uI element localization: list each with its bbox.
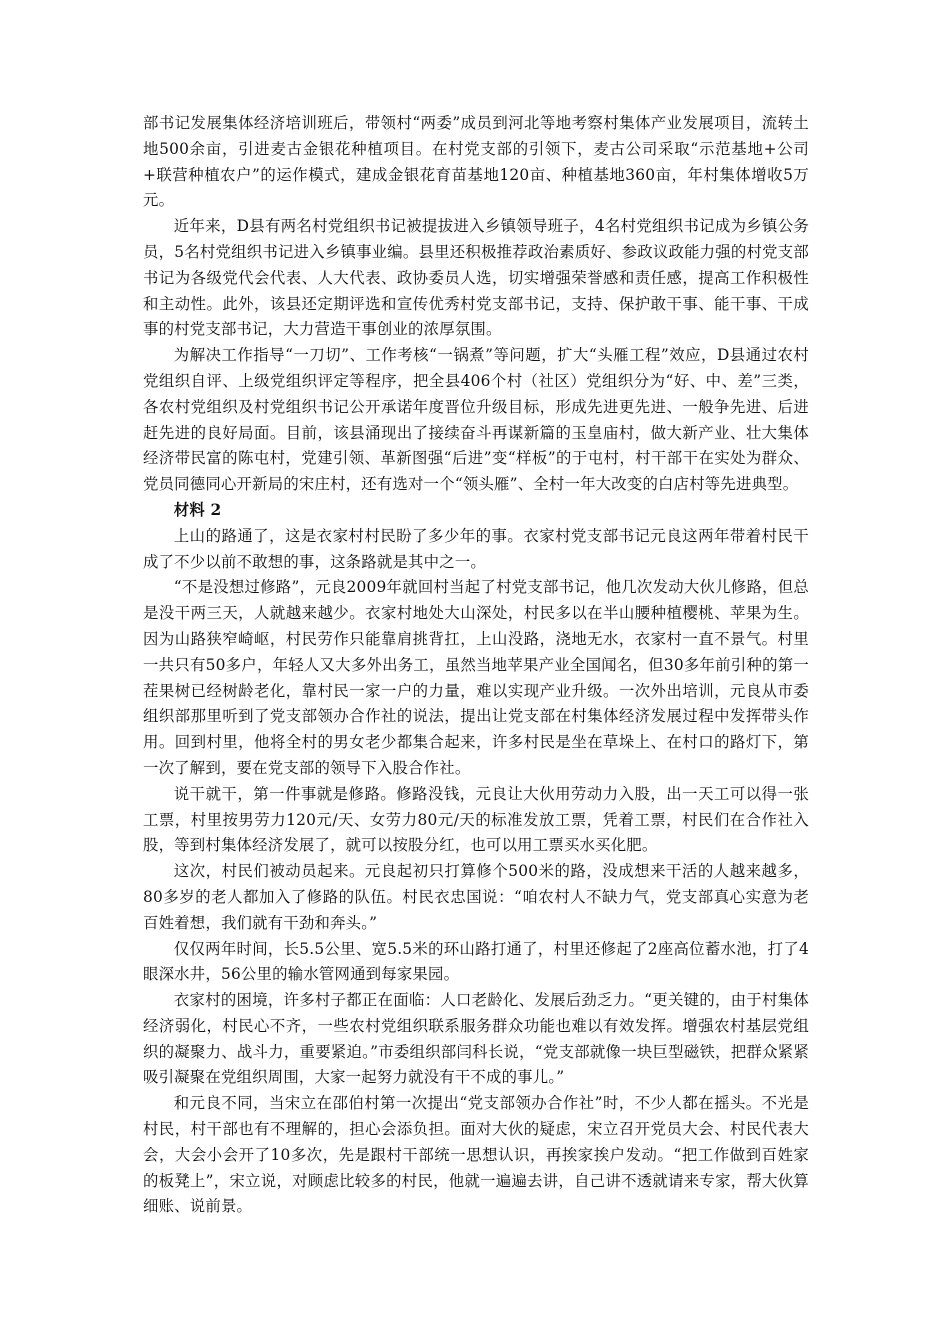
paragraph: 说干就干，第一件事就是修路。修路没钱，元良让大伙用劳动力入股，出一天工可以得一张工票，村里按男劳力120元/天、女劳力80元/天的标准发放工票，凭着工票，村民们在合作社入股，等到村集体经济发展了，就可以按股分红，也可以用工票买水买化肥。 (143, 784, 809, 855)
paragraph: 仅仅两年时间，长5.5公里、宽5.5米的环山路打通了，村里还修起了2座高位蓄水池，打了4眼深水井，56公里的输水管网通到每家果园。 (143, 939, 809, 984)
paragraph: 近年来，D县有两名村党组织书记被提拔进入乡镇领导班子，4名村党组织书记成为乡镇公务员，5名村党组织书记进入乡镇事业编。县里还积极推荐政治素质好、参政议政能力强的村党支部书记为各级党代会代表、人大代表、政协委员人选，切实增强荣誉感和责任感，提高工作积极性和主动性。此外，该县还定期评选和宣传优秀村党支部书记，支持、保护敢干事、能干事、干成事的村党支部书记，大力营造干事创业的浓厚氛围。 (143, 217, 809, 339)
paragraph: 上山的路通了，这是衣家村村民盼了多少年的事。衣家村党支部书记元良这两年带着村民干成了不少以前不敢想的事，这条路就是其中之一。 (143, 526, 809, 571)
paragraph: 衣家村的困境，许多村子都正在面临：人口老龄化、发展后劲乏力。“更关键的，由于村集体经济弱化，村民心不齐，一些农村党组织联系服务群众功能也难以有效发挥。增强农村基层党组织的凝聚力、战斗力，重要紧迫。”市委组织部闫科长说，“党支部就像一块巨型磁铁，把群众紧紧吸引凝聚在党组织周围，大家一起努力就没有干不成的事儿。” (143, 991, 809, 1087)
paragraph: 和元良不同，当宋立在邵伯村第一次提出“党支部领办合作社”时，不少人都在摇头。不光是村民，村干部也有不理解的，担心会添负担。面对大伙的疑虑，宋立召开党员大会、村民代表大会，大会小会开了10多次，先是跟村干部统一思想认识，再挨家挨户发动。“把工作做到百姓家的板凳上”，宋立说，对顾虑比较多的村民，他就一遍遍去讲，自己讲不透就请来专家，帮大伙算细账、说前景。 (143, 1094, 809, 1216)
paragraph: 这次，村民们被动员起来。元良起初只打算修个500米的路，没成想来干活的人越来越多，80多岁的老人都加入了修路的队伍。村民衣忠国说：“咱农村人不缺力气，党支部真心实意为老百姓着想，我们就有干劲和奔头。” (143, 862, 809, 932)
document-body (143, 111, 809, 1220)
paragraph: 为解决工作指导“一刀切”、工作考核“一锅煮”等问题，扩大“头雁工程”效应，D县通过农村党组织自评、上级党组织评定等程序，把全县406个村（社区）党组织分为“好、中、差”三类，各农村党组织及村党组织书记公开承诺年度晋位升级目标，形成先进更先进、一般争先进、后进赶先进的良好局面。目前，该县涌现出了接续奋斗再谋新篇的玉皇庙村，做大新产业、壮大集体经济带民富的陈屯村，党建引领、革新图强“后进”变“样板”的于屯村，村干部干在实处为群众、党员同德同心开新局的宋庄村，还有选对一个“领头雁”、全村一年大改变的白店村等先进典型。 (143, 346, 809, 494)
paragraph: 部书记发展集体经济培训班后，带领村“两委”成员到河北等地考察村集体产业发展项目，流转土地500余亩，引进麦古金银花种植项目。在村党支部的引领下，麦古公司采取“示范基地+公司+联营种植农户”的运作模式，建成金银花育苗基地120亩、种植基地360亩，年村集体增收5万元。 (143, 114, 809, 210)
section-heading: 材料 2 (173, 500, 222, 519)
paragraph: “不是没想过修路”，元良2009年就回村当起了村党支部书记，他几次发动大伙儿修路，但总是没干两三天，人就越来越少。衣家村地处大山深处，村民多以在半山腰种植樱桃、苹果为生。因为山路狭窄崎岖，村民劳作只能靠肩挑背扛，上山没路，浇地无水，衣家村一直不景气。村里一共只有50多户，年轻人又大多外出务工，虽然当地苹果产业全国闻名，但30多年前引种的第一茬果树已经树龄老化，靠村民一家一户的力量，难以实现产业升级。一次外出培训，元良从市委组织部那里听到了党支部领办合作社的说法，提出让党支部在村集体经济发展过程中发挥带头作用。回到村里，他将全村的男女老少都集合起来，许多村民是坐在草垛上、在村口的路灯下，第一次了解到，要在党支部的领导下入股合作社。 (143, 578, 809, 777)
